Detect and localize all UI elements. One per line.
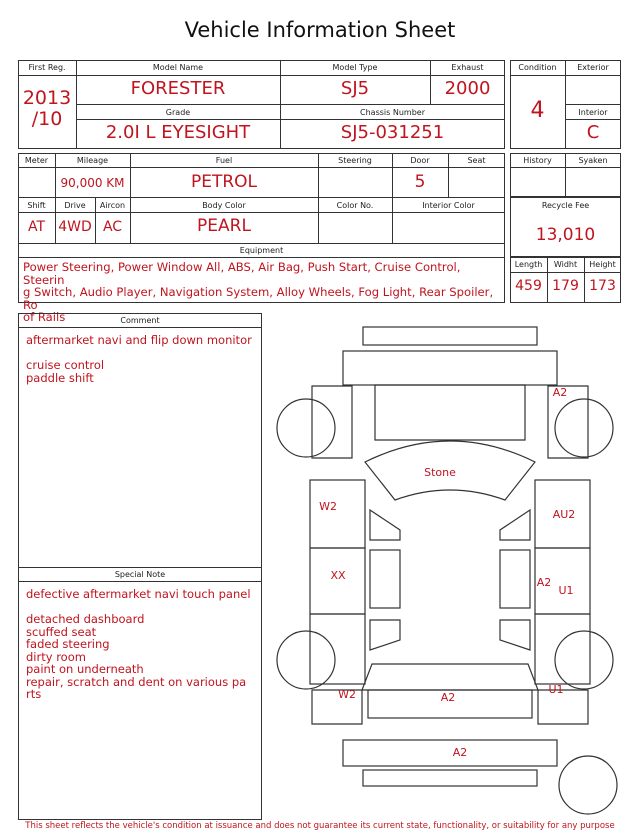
shift-label: Shift bbox=[27, 201, 46, 210]
comment-line: aftermarket navi and flip down monitor bbox=[26, 333, 252, 347]
special-note-line: detached dashboard bbox=[26, 612, 145, 626]
damage-mark: A2 bbox=[552, 386, 568, 399]
damage-mark: W2 bbox=[338, 688, 356, 701]
condition-value: 4 bbox=[530, 98, 545, 123]
exhaust-label: Exhaust bbox=[451, 63, 484, 72]
drive-value: 4WD bbox=[58, 219, 92, 235]
color-no-label: Color No. bbox=[336, 201, 374, 210]
damage-mark: U1 bbox=[548, 683, 564, 696]
interior-label: Interior bbox=[578, 108, 608, 117]
special-note-line: scuffed seat bbox=[26, 624, 97, 639]
comment-line: paddle shift bbox=[26, 370, 94, 385]
length-value: 459 bbox=[515, 278, 542, 294]
door-value: 5 bbox=[414, 172, 426, 192]
shift-value: AT bbox=[27, 219, 46, 235]
recycle-fee-label: Recycle Fee bbox=[541, 201, 590, 210]
first-reg-year: 2013 bbox=[22, 87, 72, 109]
damage-mark: XX bbox=[330, 569, 346, 582]
mileage-label: Mileage bbox=[76, 156, 109, 165]
mileage-value: 90,000 KM bbox=[60, 176, 125, 190]
fuel-label: Fuel bbox=[215, 156, 233, 165]
special-note-line: dirty room bbox=[26, 649, 86, 664]
width-label: Widht bbox=[553, 260, 578, 269]
special-note-text bbox=[26, 588, 258, 701]
length-label: Length bbox=[514, 260, 543, 269]
damage-mark: A2 bbox=[452, 746, 468, 759]
comment-text bbox=[26, 334, 258, 384]
model-name-label: Model Name bbox=[152, 63, 204, 72]
grade-label: Grade bbox=[165, 108, 191, 117]
damage-mark: W2 bbox=[319, 500, 337, 513]
page-title: Vehicle Information Sheet bbox=[184, 18, 456, 42]
interior-color-label: Interior Color bbox=[422, 201, 475, 210]
fuel-value: PETROL bbox=[190, 172, 258, 192]
special-note-line: defective aftermarket navi touch panel bbox=[26, 587, 251, 601]
damage-mark: A2 bbox=[536, 576, 552, 589]
grade-value: 2.0I L EYESIGHT bbox=[105, 122, 251, 143]
equipment-line: Power Steering, Power Window All, ABS, Air Bag, Push Start, Cruise Control, Steerin bbox=[23, 260, 461, 287]
special-note-line: repair, scratch and dent on various pa bbox=[26, 674, 247, 689]
model-type-value: SJ5 bbox=[340, 78, 370, 99]
syaken-label: Syaken bbox=[578, 156, 608, 165]
body-color-value: PEARL bbox=[197, 216, 251, 236]
height-value: 173 bbox=[589, 278, 616, 294]
comment-line: cruise control bbox=[26, 358, 105, 372]
car-diagram bbox=[270, 318, 630, 818]
chassis-number-label: Chassis Number bbox=[360, 108, 425, 117]
exterior-label: Exterior bbox=[577, 63, 609, 72]
special-note-line: paint on underneath bbox=[26, 662, 144, 676]
door-label: Door bbox=[410, 156, 430, 165]
equipment-line: of Rails bbox=[23, 310, 66, 324]
meter-label: Meter bbox=[24, 156, 49, 165]
steering-label: Steering bbox=[338, 156, 372, 165]
chassis-number-value: SJ5-031251 bbox=[340, 122, 445, 143]
condition-label: Condition bbox=[518, 63, 557, 72]
special-note-line: faded steering bbox=[26, 637, 110, 651]
first-reg-month: /10 bbox=[31, 108, 63, 130]
aircon-value: AC bbox=[102, 219, 123, 235]
equipment-label: Equipment bbox=[239, 246, 284, 255]
model-name-value: FORESTER bbox=[130, 78, 226, 99]
exhaust-value: 2000 bbox=[444, 78, 491, 99]
damage-mark: AU2 bbox=[552, 508, 576, 521]
width-value: 179 bbox=[552, 278, 579, 294]
equipment-line: g Switch, Audio Player, Navigation System, Alloy Wheels, Fog Light, Rear Spoiler, Ro bbox=[23, 285, 494, 312]
drive-label: Drive bbox=[64, 201, 86, 210]
wheels bbox=[277, 399, 617, 814]
special-note-line: rts bbox=[26, 687, 42, 701]
history-label: History bbox=[523, 156, 552, 165]
comment-label: Comment bbox=[120, 316, 160, 325]
special-note-label: Special Note bbox=[114, 570, 166, 579]
first-reg-label: First Reg. bbox=[28, 63, 66, 72]
recycle-fee-value: 13,010 bbox=[535, 225, 596, 245]
aircon-label: Aircon bbox=[99, 201, 126, 210]
damage-mark: Stone bbox=[424, 466, 456, 479]
car-outline bbox=[310, 327, 590, 786]
interior-value: C bbox=[586, 122, 600, 143]
seat-label: Seat bbox=[467, 156, 486, 165]
model-type-label: Model Type bbox=[332, 63, 378, 72]
damage-mark: U1 bbox=[558, 584, 574, 597]
body-color-label: Body Color bbox=[202, 201, 246, 210]
height-label: Height bbox=[589, 260, 616, 269]
damage-mark: A2 bbox=[440, 691, 456, 704]
disclaimer-footer: This sheet reflects the vehicle's condition at issuance and does not guarantee its current state, functionality, or suitability for any purpose bbox=[25, 821, 615, 831]
